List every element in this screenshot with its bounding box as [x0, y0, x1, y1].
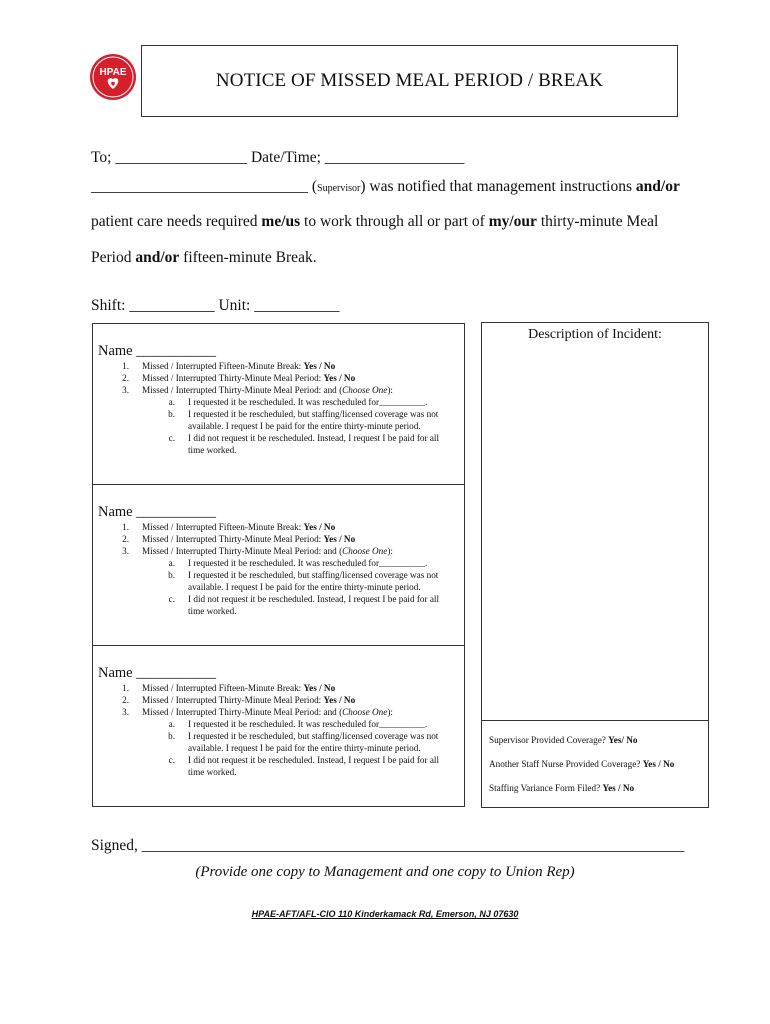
option-a: a. I requested it be rescheduled. It was rescheduled for__________. [168, 397, 428, 407]
copy-instructions: (Provide one copy to Management and one copy to Union Rep) [195, 864, 575, 880]
list-item: 1. Missed / Interrupted Fifteen-Minute Break: Yes / No [122, 361, 336, 371]
option-a: a. I requested it be rescheduled. It was rescheduled for__________. [168, 719, 428, 729]
option-b: b. I requested it be rescheduled, but staffing/licensed coverage was not available. I request I be paid for the entire thirty-minute period. [168, 570, 439, 592]
missed-break-list [115, 521, 456, 617]
employee-entry-1 [92, 323, 465, 485]
coverage-box [481, 720, 709, 808]
supervisor-blank: ____________________________ [91, 178, 308, 195]
supervisor-line: ____________________________ (Supervisor) was notified that management instructions and/or [91, 178, 680, 195]
shift-unit-line: Shift: ___________ Unit: ___________ [91, 297, 340, 314]
to-date-line: To; _________________ Date/Time; __________________ [91, 149, 465, 166]
option-a: a. I requested it be rescheduled. It was rescheduled for__________. [168, 558, 428, 568]
patient-care-line: patient care needs required me/us to work through all or part of my/our thirty-minute Meal [91, 213, 659, 230]
option-b: b. I requested it be rescheduled, but staffing/licensed coverage was not available. I request I be paid for the entire thirty-minute period. [168, 731, 439, 753]
page-title: NOTICE OF MISSED MEAL PERIOD / BREAK [215, 70, 604, 91]
list-item: 1. Missed / Interrupted Fifteen-Minute Break: Yes / No [122, 683, 336, 693]
period-line: Period and/or fifteen-minute Break. [91, 249, 317, 266]
employee-entry-2 [92, 484, 465, 646]
supervisor-label: Supervisor [317, 183, 361, 194]
list-item: 3. Missed / Interrupted Thirty-Minute Meal Period: and (Choose One): [122, 385, 393, 395]
title-box [141, 45, 678, 117]
signature-line: Signed, ______________________________________________________________________ [91, 837, 685, 854]
list-item: 2. Missed / Interrupted Thirty-Minute Meal Period: Yes / No [122, 534, 356, 544]
option-b: b. I requested it be rescheduled, but staffing/licensed coverage was not available. I request I be paid for the entire thirty-minute period. [168, 409, 439, 431]
logo-text: HPAE [99, 67, 127, 78]
hpae-logo [89, 53, 137, 101]
staffing-variance-question: Staffing Variance Form Filed? Yes / No [489, 783, 635, 793]
list-item: 2. Missed / Interrupted Thirty-Minute Meal Period: Yes / No [122, 695, 356, 705]
option-c: c. I did not request it be rescheduled. Instead, I request I be paid for all time worked. [168, 433, 440, 455]
supervisor-coverage-question: Supervisor Provided Coverage? Yes/ No [489, 735, 638, 745]
list-item: 3. Missed / Interrupted Thirty-Minute Meal Period: and (Choose One): [122, 546, 393, 556]
option-c: c. I did not request it be rescheduled. Instead, I request I be paid for all time worked. [168, 755, 440, 777]
footer-address: HPAE-AFT/AFL-CIO 110 Kinderkamack Rd, Emerson, NJ 07630 [251, 909, 519, 919]
list-item: 1. Missed / Interrupted Fifteen-Minute Break: Yes / No [122, 522, 336, 532]
staff-nurse-coverage-question: Another Staff Nurse Provided Coverage? Yes / No [489, 759, 675, 769]
description-title: Description of Incident: [528, 327, 662, 342]
name-field: Name ___________ [98, 343, 216, 359]
name-field: Name ___________ [98, 504, 216, 520]
list-item: 2. Missed / Interrupted Thirty-Minute Meal Period: Yes / No [122, 373, 356, 383]
list-item: 3. Missed / Interrupted Thirty-Minute Meal Period: and (Choose One): [122, 707, 393, 717]
missed-break-list [115, 360, 456, 456]
name-field: Name ___________ [98, 665, 216, 681]
missed-break-list [115, 682, 456, 778]
employee-entry-3 [92, 645, 465, 807]
description-of-incident-box [481, 322, 709, 721]
option-c: c. I did not request it be rescheduled. Instead, I request I be paid for all time worked. [168, 594, 440, 616]
